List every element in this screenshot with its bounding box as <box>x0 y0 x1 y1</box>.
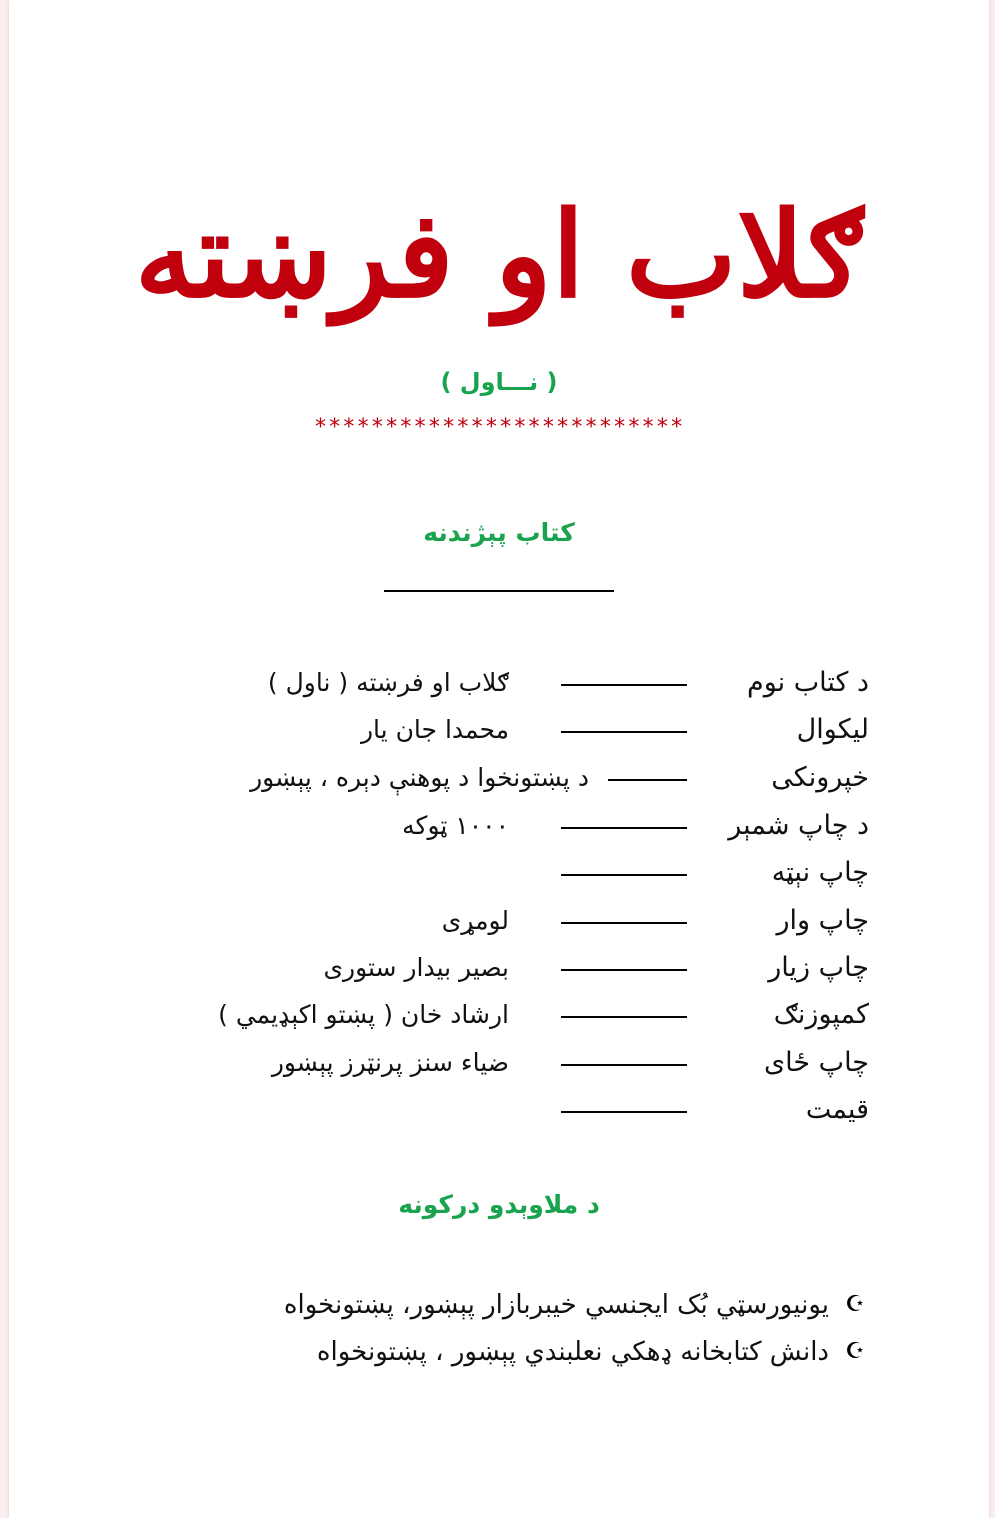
dash-separator <box>608 779 687 781</box>
book-genre: ( نـــاول ) <box>440 368 558 396</box>
detail-row-print-date <box>9 853 989 893</box>
detail-label: قيمت <box>805 1094 869 1125</box>
detail-row-price <box>9 1090 989 1130</box>
distribution-heading: د ملاوېدو درکونه <box>398 1190 600 1219</box>
detail-label: کمپوزنګ <box>773 999 869 1030</box>
crescent-bullet-icon: ☪ <box>845 1339 865 1364</box>
detail-label: چاپ وار <box>776 905 869 936</box>
detail-row-print-count <box>9 806 989 846</box>
detail-row-print-place <box>9 1043 989 1083</box>
dash-separator <box>561 874 687 876</box>
detail-row-composing <box>9 995 989 1035</box>
detail-value: ګلاب او فرښته ( ناول ) <box>267 668 509 697</box>
distribution-item <box>9 1332 989 1372</box>
detail-label: د چاپ شمېر <box>728 810 869 841</box>
distribution-text: دانش کتابخانه ډهکي نعلبندي پېښور ، پښتونخواه <box>316 1337 829 1367</box>
detail-row-edition <box>9 901 989 941</box>
detail-value: بصير بيدار ستوری <box>323 953 509 982</box>
detail-value: ۱۰۰۰ ټوکه <box>402 811 509 840</box>
dash-separator <box>561 1064 687 1066</box>
dash-separator <box>561 827 687 829</box>
details-heading: کتاب پېژندنه <box>423 518 575 547</box>
distribution-text: يونيورسټي بُک ايجنسي خيبربازار پېښور، پښتونخواه <box>283 1290 829 1320</box>
heading-underline <box>384 590 614 592</box>
dash-separator <box>561 731 687 733</box>
detail-row-publisher <box>9 758 989 798</box>
detail-row-print-effort <box>9 948 989 988</box>
detail-value: محمدا جان يار <box>360 715 509 744</box>
detail-value: ضياء سنز پرنټرز پېښور <box>271 1048 509 1077</box>
detail-value: د پښتونخوا د پوهنې دېره ، پېښور <box>250 763 589 792</box>
dash-separator <box>561 1016 687 1018</box>
detail-value: لومړی <box>441 906 509 935</box>
dash-separator <box>561 969 687 971</box>
detail-label: چاپ نېټه <box>771 857 869 888</box>
document-page <box>9 0 989 1518</box>
detail-label: د کتاب نوم <box>746 667 869 698</box>
dash-separator <box>561 684 687 686</box>
book-title: ګلاب او فرښته <box>134 185 864 324</box>
detail-row-book-name <box>9 663 989 703</box>
detail-value: ارشاد خان ( پښتو اکېډيمي ) <box>218 1000 509 1029</box>
stars-divider: ************************** <box>313 415 685 440</box>
detail-label: خپرونکی <box>771 762 869 793</box>
detail-label: چاپ زيار <box>768 952 869 983</box>
crescent-bullet-icon: ☪ <box>845 1292 865 1317</box>
dash-separator <box>561 1111 687 1113</box>
dash-separator <box>561 922 687 924</box>
distribution-item <box>9 1285 989 1325</box>
detail-row-author <box>9 710 989 750</box>
detail-label: ليکوال <box>796 714 869 745</box>
detail-label: چاپ ځای <box>764 1047 869 1078</box>
